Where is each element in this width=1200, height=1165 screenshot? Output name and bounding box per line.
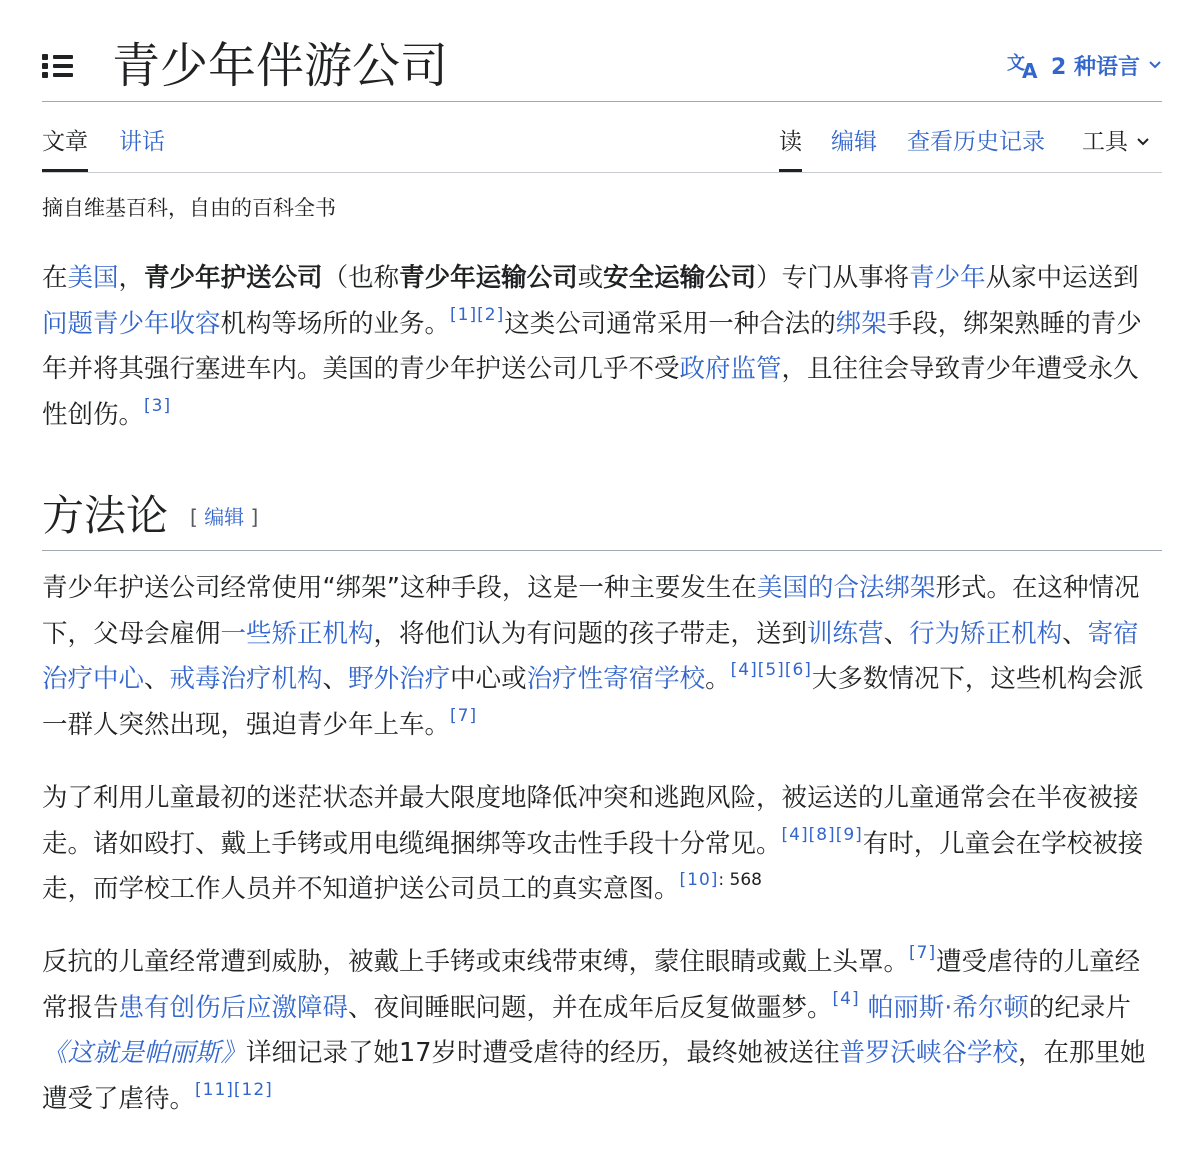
link-youth[interactable]: 青少年 bbox=[909, 263, 986, 293]
language-button-label: 2 种语言 bbox=[1051, 54, 1140, 80]
link-wilderness-therapy[interactable]: 野外治疗 bbox=[348, 664, 451, 695]
chevron-down-icon bbox=[1148, 60, 1162, 70]
intro-paragraph: 在美国，青少年护送公司（也称青少年运输公司或安全运输公司）专门从事将青少年从家中运送到问题青少年收容机构等场所的业务。[1][2]这类公司通常采用一种合法的绑架手段，绑架熟睡的青少年并将其强行塞进车内。美国的青少年护送公司几乎不受政府监管，且往往会导致青少年遭受永久性创伤。[3] bbox=[42, 263, 1142, 430]
citation[interactable]: [5] bbox=[757, 660, 785, 681]
bold-term: 青少年运输公司 bbox=[399, 263, 578, 293]
section-heading-text: 方法论 bbox=[42, 491, 169, 540]
menu-icon[interactable] bbox=[42, 52, 76, 80]
page-tabs bbox=[42, 118, 1162, 172]
header-divider bbox=[42, 101, 1162, 102]
methodology-paragraph-1: 青少年护送公司经常使用“绑架”这种手段，这是一种主要发生在美国的合法绑架形式。在这种情况下，父母会雇佣一些矫正机构，将他们认为有问题的孩子带走，送到训练营、行为矫正机构、寄宿治疗中心、戒毒治疗机构、野外治疗中心或治疗性寄宿学校。[4][5][6]大多数情况下，这些机构会派一群人突然出现，强迫青少年上车。[7] bbox=[42, 573, 1144, 740]
tab-read[interactable]: 读 bbox=[779, 122, 802, 162]
citation[interactable]: [10] bbox=[679, 870, 719, 891]
chevron-down-icon bbox=[1136, 137, 1150, 147]
language-button[interactable] bbox=[1007, 48, 1162, 82]
link-therapeutic-boarding-school[interactable]: 治疗性寄宿学校 bbox=[526, 664, 706, 695]
link-troubled-teen-facility[interactable]: 问题青少年收容 bbox=[42, 308, 221, 339]
page-header bbox=[42, 30, 1162, 102]
citation[interactable]: [4] bbox=[730, 660, 758, 681]
section-edit-link[interactable]: 编辑 bbox=[204, 505, 245, 529]
section-divider bbox=[42, 550, 1162, 551]
link-kidnapping[interactable]: 绑架 bbox=[835, 308, 887, 339]
section-edit: [ 编辑 ] bbox=[190, 505, 259, 529]
citation[interactable]: [4] bbox=[832, 988, 860, 1009]
citation[interactable]: [8] bbox=[808, 824, 836, 845]
tab-talk[interactable]: 讲话 bbox=[119, 129, 165, 155]
tools-label: 工具 bbox=[1082, 129, 1128, 155]
methodology-paragraph-2: 为了利用儿童最初的迷茫状态并最大限度地降低冲突和逃跑风险，被运送的儿童通常会在半夜被接走。诸如殴打、戴上手铐或用电缆绳捆绑等攻击性手段十分常见。[4][8][9]有时，儿童会在学校被接走，而学校工作人员并不知道护送公司员工的真实意图。$^{[10]: 568}$ bbox=[42, 783, 1144, 905]
citation[interactable]: [3] bbox=[144, 395, 172, 416]
link-residential-treatment[interactable]: 寄宿治疗中心 bbox=[42, 618, 1139, 695]
tab-history[interactable]: 查看历史记录 bbox=[907, 129, 1045, 155]
link-government-regulation[interactable]: 政府监管 bbox=[679, 354, 782, 385]
citation[interactable]: [2] bbox=[477, 304, 505, 325]
citation[interactable]: [4] bbox=[781, 824, 809, 845]
tabs-divider bbox=[42, 172, 1162, 173]
svg-text:文: 文 bbox=[1007, 53, 1026, 74]
methodology-paragraph-3: 反抗的儿童经常遭到威胁，被戴上手铐或束线带束缚，蒙住眼睛或戴上头罩。[7]遭受虐待的儿童经常报告患有创伤后应激障碍、夜间睡眠问题，并在成年后反复做噩梦。[4] 帕丽斯·希尔顿的纪录片《这就是帕丽斯》详细记录了她17岁时遭受虐待的经历，最终她被送往普罗沃峡谷学校，在那里她遭受了虐待。[11][12] bbox=[42, 943, 1146, 1114]
translate-icon bbox=[1007, 50, 1043, 80]
svg-text:A: A bbox=[1022, 59, 1038, 80]
citation[interactable]: [7] bbox=[909, 943, 937, 963]
link-legal-kidnapping[interactable]: 美国的合法绑架 bbox=[756, 573, 936, 603]
page-title: 青少年伴游公司 bbox=[112, 38, 449, 94]
section-heading bbox=[42, 488, 258, 545]
link-correctional-institutions[interactable]: 一些矫正机构 bbox=[220, 618, 374, 649]
tab-edit[interactable]: 编辑 bbox=[831, 129, 877, 155]
link-drug-rehab[interactable]: 戒毒治疗机构 bbox=[169, 664, 323, 695]
site-tagline: 摘自维基百科，自由的百科全书 bbox=[42, 196, 336, 220]
citation[interactable]: [11] bbox=[195, 1079, 234, 1100]
citation-page: : 568 bbox=[718, 870, 763, 891]
link-behavior-modification[interactable]: 行为矫正机构 bbox=[909, 618, 1063, 649]
bold-term: 安全运输公司 bbox=[603, 263, 757, 293]
citation[interactable]: [9] bbox=[835, 824, 863, 845]
link-this-is-paris[interactable]: 《这就是帕丽斯》 bbox=[42, 1038, 247, 1069]
link-usa[interactable]: 美国 bbox=[67, 263, 119, 293]
link-ptsd[interactable]: 患有创伤后应激障碍 bbox=[118, 992, 349, 1023]
tools-menu[interactable] bbox=[1082, 122, 1150, 162]
citation[interactable]: [6] bbox=[784, 660, 812, 681]
link-boot-camp[interactable]: 训练营 bbox=[807, 618, 884, 649]
link-paris-hilton[interactable]: 帕丽斯·希尔顿 bbox=[867, 992, 1029, 1023]
citation[interactable]: [7] bbox=[450, 705, 478, 726]
bold-term: 青少年护送公司 bbox=[144, 263, 323, 293]
tab-article[interactable]: 文章 bbox=[42, 122, 88, 162]
citation[interactable]: [12] bbox=[233, 1079, 273, 1100]
citation[interactable]: [1] bbox=[450, 304, 478, 325]
link-provo-canyon-school[interactable]: 普罗沃峡谷学校 bbox=[839, 1038, 1018, 1069]
